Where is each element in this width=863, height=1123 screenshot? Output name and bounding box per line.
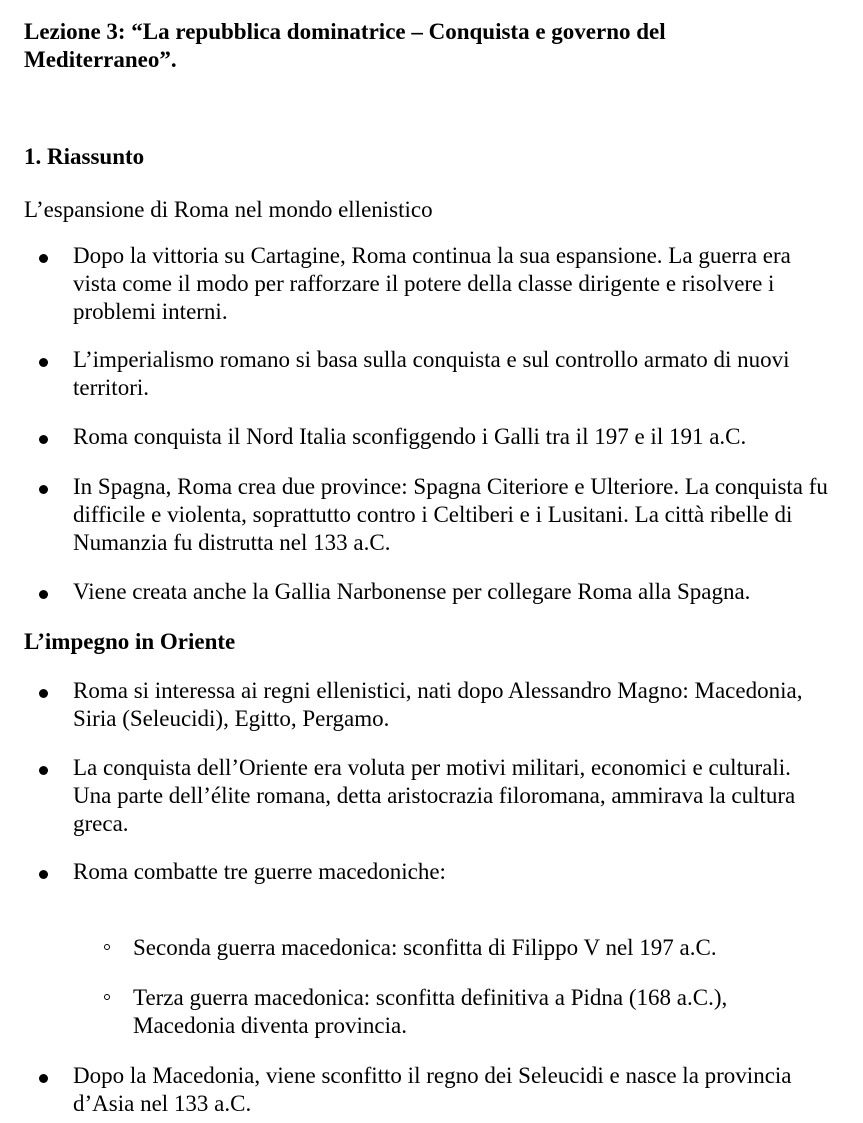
list-item: L’imperialismo romano si basa sulla conquista e sul controllo armato di nuovi territori.: [73, 347, 790, 400]
bullet-dot: [39, 590, 48, 599]
list-item: Roma conquista il Nord Italia sconfiggendo i Galli tra il 197 e il 191 a.C.: [73, 424, 747, 449]
bullet-dot: [39, 870, 48, 879]
sub-list-item: Terza guerra macedonica: sconfitta definitiva a Pidna (168 a.C.), Macedonia diventa provincia.: [133, 985, 728, 1038]
section-heading-riassunto: 1. Riassunto: [24, 144, 145, 169]
list-item: La conquista dell’Oriente era voluta per motivi militari, economici e culturali. Una parte dell’élite romana, detta aristocrazia filoromana, ammirava la cultura greca.: [73, 755, 796, 836]
bullet-dot: [39, 254, 48, 263]
section-heading-oriente: L’impegno in Oriente: [24, 629, 236, 654]
bullet-dot: [39, 358, 48, 367]
bullet-dot: [39, 485, 48, 494]
bullet-dot: [39, 689, 48, 698]
section-intro: L’espansione di Roma nel mondo ellenistico: [24, 197, 433, 222]
list-item: Roma combatte tre guerre macedoniche:: [73, 859, 446, 884]
lesson-title: Lezione 3: “La repubblica dominatrice – Conquista e governo del Mediterraneo”.: [24, 19, 666, 72]
sub-list-item: Seconda guerra macedonica: sconfitta di Filippo V nel 197 a.C.: [133, 935, 717, 960]
sub-bullet-ring: [104, 994, 110, 1000]
bullet-dot: [39, 766, 48, 775]
list-item: In Spagna, Roma crea due province: Spagna Citeriore e Ulteriore. La conquista fu difficile e violenta, soprattutto contro i Celtiberi e i Lusitani. La città ribelle di Numanzia fu distrutta nel 133 a.C.: [73, 474, 828, 555]
bullet-dot: [39, 435, 48, 444]
list-item: Viene creata anche la Gallia Narbonense per collegare Roma alla Spagna.: [73, 579, 751, 604]
list-item: Dopo la Macedonia, viene sconfitto il regno dei Seleucidi e nasce la provincia d’Asia nel 133 a.C.: [73, 1063, 792, 1116]
list-item: Roma si interessa ai regni ellenistici, nati dopo Alessandro Magno: Macedonia, Siria (Seleucidi), Egitto, Pergamo.: [73, 678, 803, 731]
sub-bullet-ring: [104, 944, 110, 950]
bullet-dot: [39, 1074, 48, 1083]
list-item: Dopo la vittoria su Cartagine, Roma continua la sua espansione. La guerra era vista come il modo per rafforzare il potere della classe dirigente e risolvere i problemi interni.: [73, 243, 791, 324]
